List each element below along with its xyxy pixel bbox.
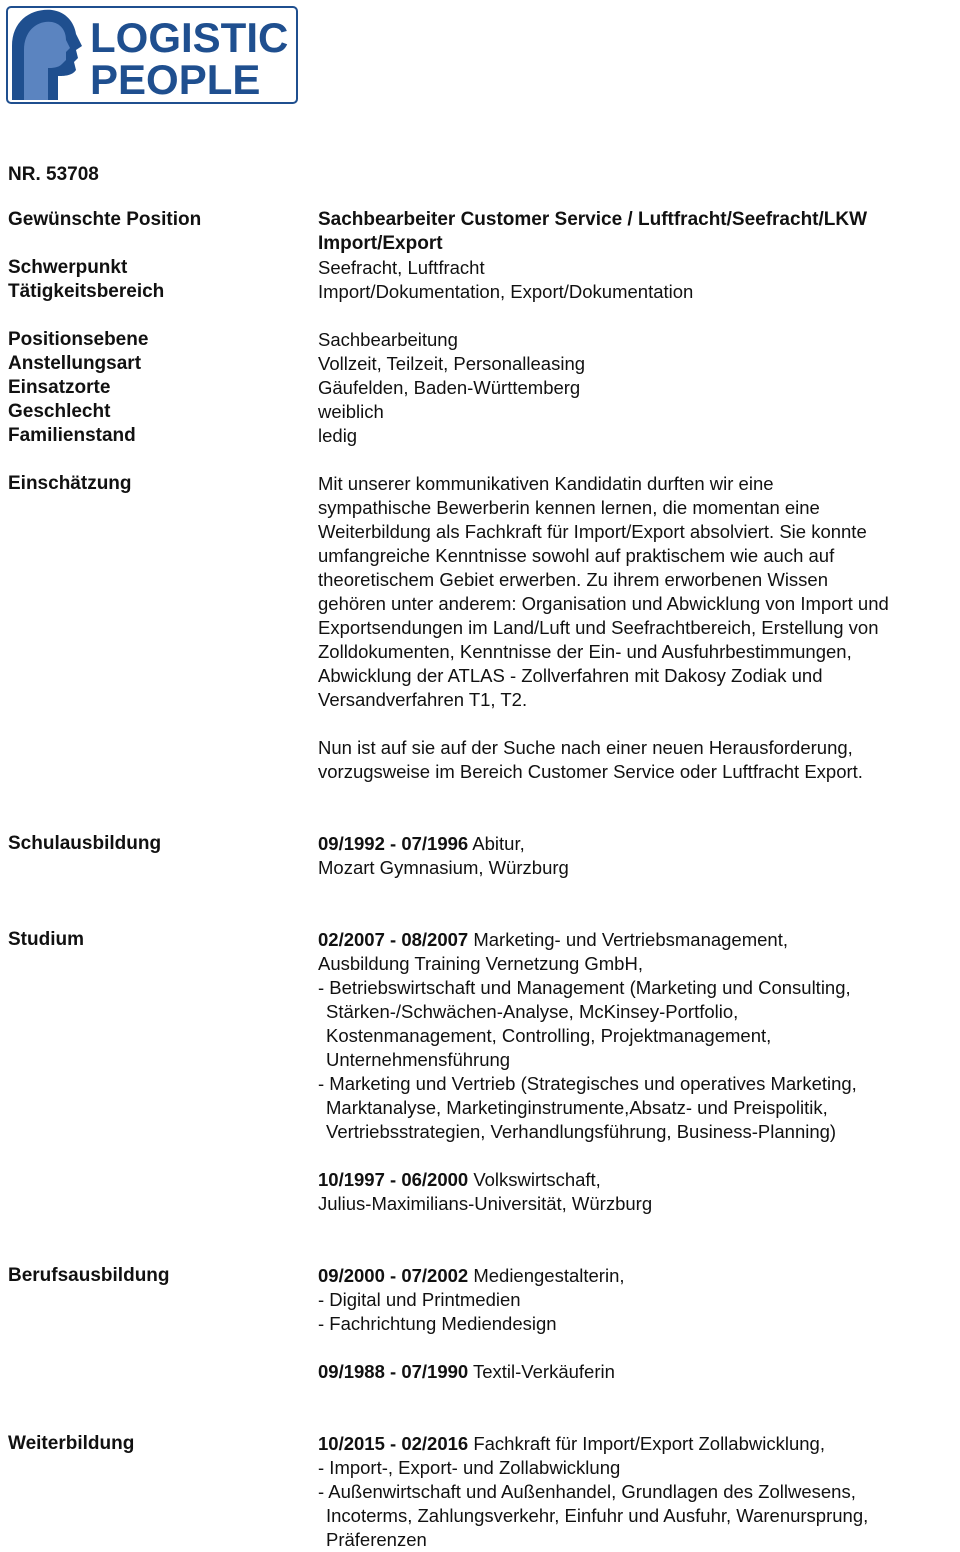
label-studium: Studium xyxy=(8,929,84,950)
text-line: Abwicklung der ATLAS - Zollverfahren mit Dakosy Zodiak und xyxy=(318,665,823,686)
entry-title: Abitur, xyxy=(468,833,525,854)
label-einsatzorte: Einsatzorte xyxy=(8,377,111,398)
schulausbildung-entry-1 xyxy=(318,832,958,880)
label-taetigkeitsbereich: Tätigkeitsbereich xyxy=(8,281,165,302)
text-line: - Marketing und Vertrieb (Strategisches und operatives Marketing, xyxy=(318,1073,857,1094)
value-einsatzorte: Gäufelden, Baden-Württemberg xyxy=(318,377,581,398)
text-line: Ausbildung Training Vernetzung GmbH, xyxy=(318,953,643,974)
entry-dates: 10/1997 - 06/2000 xyxy=(318,1169,469,1190)
text-line: Stärken-/Schwächen-Analyse, McKinsey-Portfolio, xyxy=(326,1001,739,1022)
entry-title: Marketing- und Vertriebsmanagement, xyxy=(468,929,788,950)
label-familienstand: Familienstand xyxy=(8,425,136,446)
text-line: Präferenzen xyxy=(326,1529,427,1550)
einschaetzung-paragraph-1 xyxy=(318,472,958,712)
einschaetzung-paragraph-2 xyxy=(318,736,958,784)
text-line: Mozart Gymnasium, Würzburg xyxy=(318,857,569,878)
text-line: Unternehmensführung xyxy=(326,1049,511,1070)
text-line: - Betriebswirtschaft und Management (Marketing und Consulting, xyxy=(318,977,851,998)
text-line: - Fachrichtung Mediendesign xyxy=(318,1313,557,1334)
entry-title: Textil-Verkäuferin xyxy=(468,1361,615,1382)
entry-dates: 10/2015 - 02/2016 xyxy=(318,1433,469,1454)
text-line: Vertriebsstrategien, Verhandlungsführung, Business-Planning) xyxy=(326,1121,837,1142)
value-geschlecht: weiblich xyxy=(318,401,384,422)
text-line: Julius-Maximilians-Universität, Würzburg xyxy=(318,1193,653,1214)
weiterbildung-entry-1 xyxy=(318,1432,958,1552)
label-positionsebene: Positionsebene xyxy=(8,329,149,350)
label-gewuenschte-position: Gewünschte Position xyxy=(8,209,202,230)
text-line: Exportsendungen im Land/Luft und Seefrachtbereich, Erstellung von xyxy=(318,617,879,638)
entry-dates: 09/2000 - 07/2002 xyxy=(318,1265,469,1286)
text-line: Nun ist auf sie auf der Suche nach einer neuen Herausforderung, xyxy=(318,737,853,758)
text-line: gehören unter anderem: Organisation und Abwicklung von Import und xyxy=(318,593,889,614)
value-familienstand: ledig xyxy=(318,425,358,446)
text-line: Incoterms, Zahlungsverkehr, Einfuhr und Ausfuhr, Warenursprung, xyxy=(326,1505,869,1526)
entry-title: Fachkraft für Import/Export Zollabwicklung, xyxy=(468,1433,825,1454)
text-line: Marktanalyse, Marketinginstrumente,Absatz- und Preispolitik, xyxy=(326,1097,828,1118)
entry-dates: 09/1988 - 07/1990 xyxy=(318,1361,469,1382)
text-line: - Import-, Export- und Zollabwicklung xyxy=(318,1457,621,1478)
text-line: Versandverfahren T1, T2. xyxy=(318,689,528,710)
logo-text-line1: LOGISTIC xyxy=(90,14,289,61)
logo-text-line2: PEOPLE xyxy=(90,56,261,103)
studium-entry-2 xyxy=(318,1168,958,1216)
text-line: Zolldokumenten, Kenntnisse der Ein- und Ausfuhrbestimmungen, xyxy=(318,641,852,662)
text-line: theoretischem Gebiet erwerben. Zu ihrem erworbenen Wissen xyxy=(318,569,829,590)
value-taetigkeitsbereich: Import/Dokumentation, Export/Dokumentation xyxy=(318,281,694,302)
label-schwerpunkt: Schwerpunkt xyxy=(8,257,128,278)
text-line: - Außenwirtschaft und Außenhandel, Grundlagen des Zollwesens, xyxy=(318,1481,856,1502)
value-positionsebene: Sachbearbeitung xyxy=(318,329,458,350)
text-line: Mit unserer kommunikativen Kandidatin durften wir eine xyxy=(318,473,774,494)
reference-number: NR. 53708 xyxy=(8,164,99,185)
berufsausbildung-entry-2 xyxy=(318,1360,958,1384)
label-anstellungsart: Anstellungsart xyxy=(8,353,142,374)
label-schulausbildung: Schulausbildung xyxy=(8,833,162,854)
studium-entry-1 xyxy=(318,928,958,1144)
label-geschlecht: Geschlecht xyxy=(8,401,111,422)
entry-dates: 09/1992 - 07/1996 xyxy=(318,833,469,854)
text-line: Weiterbildung als Fachkraft für Import/Export absolviert. Sie konnte xyxy=(318,521,867,542)
berufsausbildung-entry-1 xyxy=(318,1264,958,1336)
label-einschaetzung: Einschätzung xyxy=(8,473,132,494)
entry-title: Mediengestalterin, xyxy=(468,1265,625,1286)
entry-dates: 02/2007 - 08/2007 xyxy=(318,929,469,950)
entry-title: Volkswirtschaft, xyxy=(468,1169,601,1190)
label-berufsausbildung: Berufsausbildung xyxy=(8,1265,170,1286)
logo-graphic xyxy=(6,6,298,104)
logistic-people-logo xyxy=(6,6,298,104)
value-schwerpunkt: Seefracht, Luftfracht xyxy=(318,257,485,278)
text-line: Kostenmanagement, Controlling, Projektmanagement, xyxy=(326,1025,772,1046)
label-weiterbildung: Weiterbildung xyxy=(8,1433,135,1454)
text-line: vorzugsweise im Bereich Customer Service oder Luftfracht Export. xyxy=(318,761,863,782)
value-anstellungsart: Vollzeit, Teilzeit, Personalleasing xyxy=(318,353,586,374)
text-line: sympathische Bewerberin kennen lernen, die momentan eine xyxy=(318,497,820,518)
value-gewuenschte-position-line2: Import/Export xyxy=(318,233,443,254)
text-line: umfangreiche Kenntnisse sowohl auf praktischem wie auch auf xyxy=(318,545,835,566)
value-gewuenschte-position-line1: Sachbearbeiter Customer Service / Luftfracht/Seefracht/LKW xyxy=(318,209,868,230)
text-line: - Digital und Printmedien xyxy=(318,1289,521,1310)
